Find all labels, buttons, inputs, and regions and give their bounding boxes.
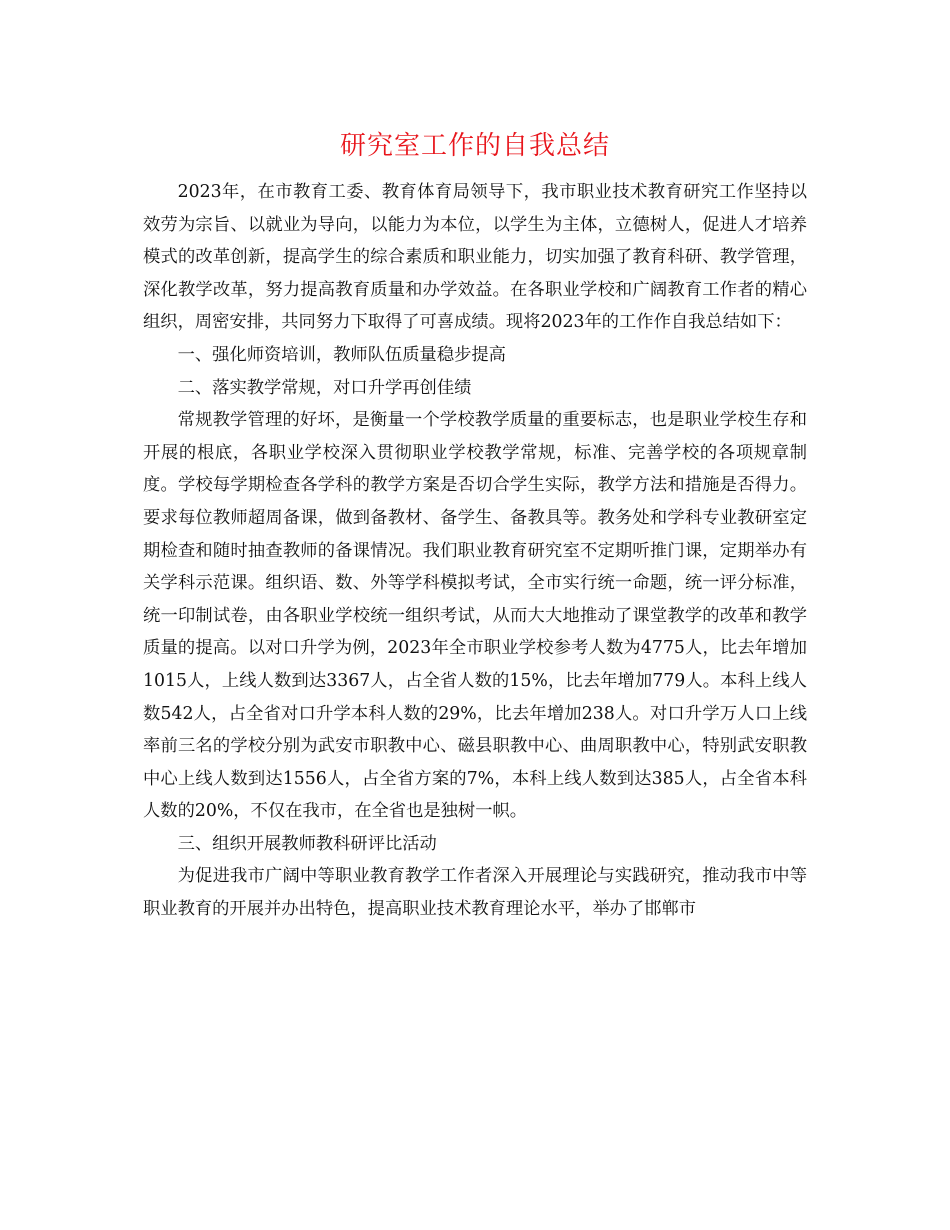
section-3-paragraph: 为促进我市广阔中等职业教育教学工作者深入开展理论与实践研究，推动我市中等职业教育的开展并办出特色，提高职业技术教育理论水平，举办了邯郸市 [143,866,807,920]
section-heading-1: 一、强化师资培训，教师队伍质量稳步提高 [177,344,506,365]
section-2-paragraph: 常规教学管理的好坏，是衡量一个学校教学质量的重要标志，也是职业学校生存和开展的根底，各职业学校深入贯彻职业学校教学常规，标准、完善学校的各项规章制度。学校每学期检查各学科的教学方案是否切合学生实际，教学方法和措施是否得力。要求每位教师超周备课，做到备教材、备学生、备教具等。教务处和学科专业教研室定期检查和随时抽查教师的备课情况。我们职业教育研究室不定期听推门课，定期举办有关学科示范课。组织语、数、外等学科模拟考试，全市实行统一命题，统一评分标准，统一印制试卷，由各职业学校统一组织考试，从而大大地推动了课堂教学的改革和教学质量的提高。以对口升学为例，2023年全市职业学校参考人数为4775人，比去年增加1015人，上线人数到达3367人，占全省人数的15%，比去年增加779人。本科上线人数542人，占全省对口升学本科人数的29%，比去年增加238人。对口升学万人口上线率前三名的学校分别为武安市职教中心、磁县职教中心、曲周职教中心，特别武安职教中心上线人数到达1556人，占全省方案的7%，本科上线人数到达385人，占全省本科人数的20%，不仅在我市，在全省也是独树一帜。 [143,410,807,822]
intro-paragraph: 2023年，在市教育工委、教育体育局领导下，我市职业技术教育研究工作坚持以效劳为宗旨、以就业为导向，以能力为本位，以学生为主体，立德树人，促进人才培养模式的改革创新，提高学生的综合素质和职业能力，切实加强了教育科研、教学管理，深化教学改革，努力提高教育质量和办学效益。在各职业学校和广阔教育工作者的精心组织，周密安排，共同努力下取得了可喜成绩。现将2023年的工作作自我总结如下： [143,182,807,333]
document-body [143,176,807,926]
section-heading-3: 三、组织开展教师教科研评比活动 [177,833,437,854]
section-heading-2: 二、落实教学常规，对口升学再创佳绩 [177,377,472,398]
document-title: 研究室工作的自我总结 [339,131,610,161]
